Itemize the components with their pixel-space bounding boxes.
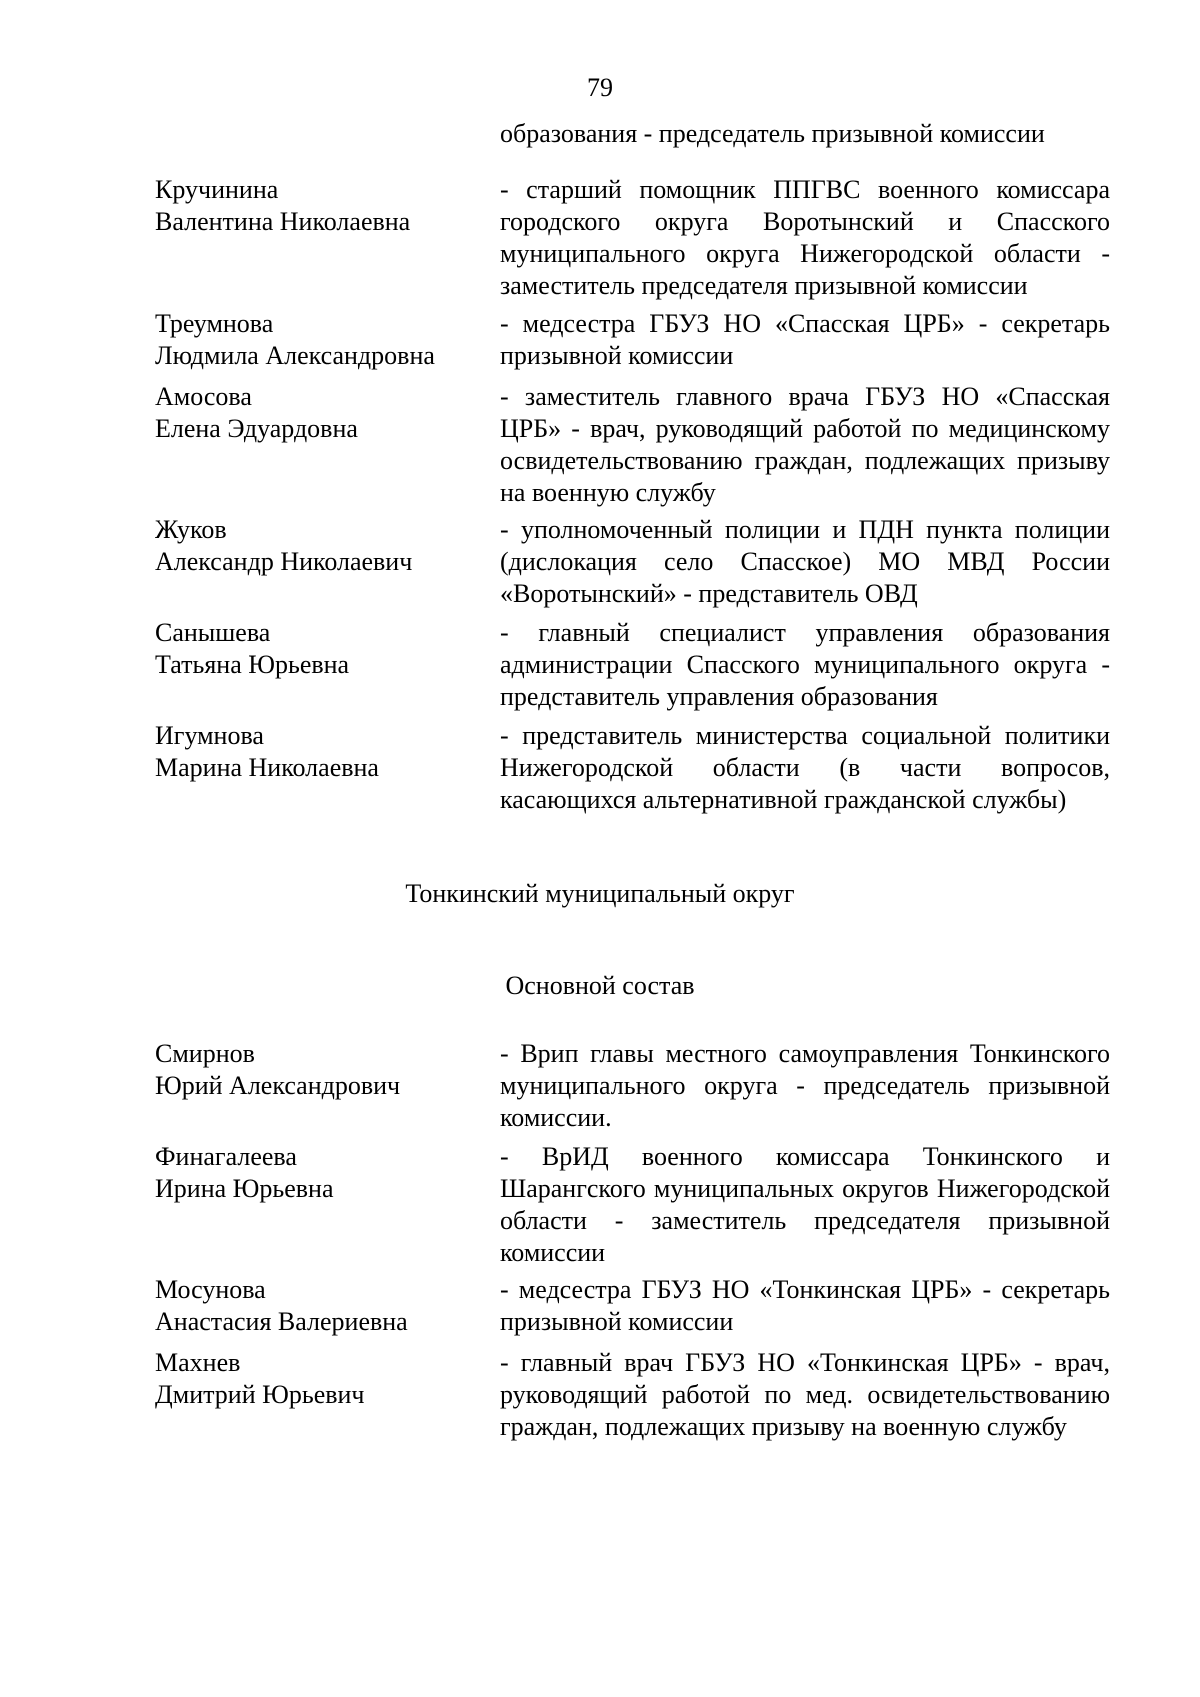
page-number: 79: [587, 73, 613, 102]
member-name: [155, 1347, 485, 1411]
member-given-name: Юрий Александрович: [155, 1071, 401, 1100]
member-role: - главный специалист управления образования администрации Спасского муниципального округа - представитель управления образования: [500, 618, 1110, 711]
member-surname: Санышева: [155, 618, 271, 647]
member-name: [155, 514, 485, 578]
member-name: [155, 308, 485, 372]
member-given-name: Дмитрий Юрьевич: [155, 1380, 365, 1409]
member-role: - представитель министерства социальной политики Нижегородской области (в части вопросов, касающихся альтернативной гражданской службы): [500, 721, 1110, 814]
member-role: - заместитель главного врача ГБУЗ НО «Спасская ЦРБ» - врач, руководящий работой по медицинскому освидетельствованию граждан, подлежащих призыву на военную службу: [500, 382, 1110, 507]
member-name: [155, 174, 485, 238]
member-surname: Финагалеева: [155, 1142, 297, 1171]
member-given-name: Елена Эдуардовна: [155, 414, 358, 443]
district-heading: Тонкинский муниципальный округ: [405, 879, 795, 908]
member-given-name: Валентина Николаевна: [155, 207, 411, 236]
member-role: - главный врач ГБУЗ НО «Тонкинская ЦРБ» - врач, руководящий работой по мед. освидетельствованию граждан, подлежащих призыву на военную службу: [500, 1348, 1110, 1441]
member-given-name: Татьяна Юрьевна: [155, 650, 350, 679]
member-surname: Кручинина: [155, 175, 279, 204]
member-name: [155, 720, 485, 784]
member-role: - ВрИД военного комиссара Тонкинского и Шарангского муниципальных округов Нижегородской области - заместитель председателя призывной комиссии: [500, 1142, 1110, 1267]
member-given-name: Ирина Юрьевна: [155, 1174, 334, 1203]
member-given-name: Анастасия Валериевна: [155, 1307, 408, 1336]
member-given-name: Александр Николаевич: [155, 547, 413, 576]
member-surname: Жуков: [155, 515, 227, 544]
member-role: - Врип главы местного самоуправления Тонкинского муниципального округа - председатель призывной комиссии.: [500, 1039, 1110, 1132]
member-role: - медсестра ГБУЗ НО «Тонкинская ЦРБ» - секретарь призывной комиссии: [500, 1275, 1110, 1336]
member-given-name: Марина Николаевна: [155, 753, 379, 782]
member-role: - старший помощник ППГВС военного комиссара городского округа Воротынский и Спасского муниципального округа Нижегородской области - заместитель председателя призывной комиссии: [500, 175, 1110, 300]
member-surname: Треумнова: [155, 309, 274, 338]
member-given-name: Людмила Александровна: [155, 341, 435, 370]
member-surname: Амосова: [155, 382, 252, 411]
member-name: [155, 1038, 485, 1102]
member-surname: Игумнова: [155, 721, 264, 750]
member-name: [155, 1274, 485, 1338]
member-role: - уполномоченный полиции и ПДН пункта полиции (дислокация село Спасское) МО МВД России «Воротынский» - представитель ОВД: [500, 515, 1110, 608]
composition-heading: Основной состав: [505, 971, 695, 1000]
member-role: - медсестра ГБУЗ НО «Спасская ЦРБ» - секретарь призывной комиссии: [500, 309, 1110, 370]
member-surname: Мосунова: [155, 1275, 266, 1304]
continued-role-text: образования - председатель призывной комиссии: [500, 119, 1045, 148]
member-surname: Смирнов: [155, 1039, 255, 1068]
member-name: [155, 381, 485, 445]
member-surname: Махнев: [155, 1348, 241, 1377]
member-name: [155, 617, 485, 681]
member-name: [155, 1141, 485, 1205]
